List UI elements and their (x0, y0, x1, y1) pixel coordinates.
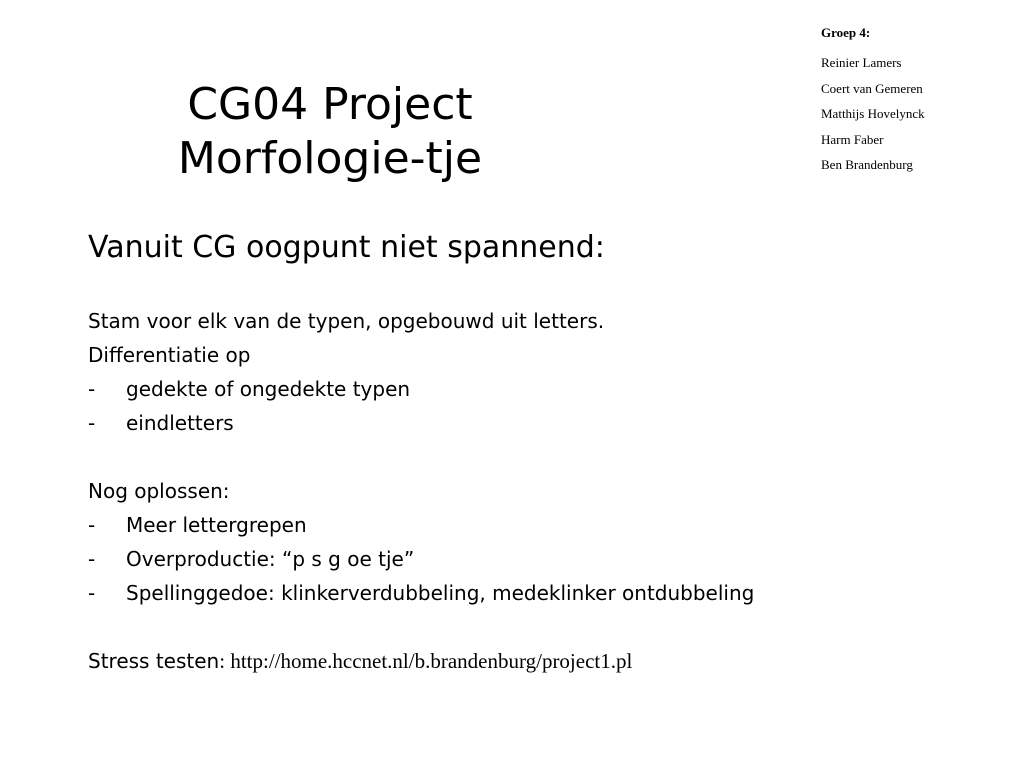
group-member: Reinier Lamers (821, 55, 902, 70)
slide-title (150, 78, 510, 186)
stress-test-label: Stress testen (88, 649, 220, 673)
title-line-1: CG04 Project (187, 79, 473, 130)
stress-test-separator: : (219, 649, 231, 673)
stress-test-line (88, 644, 988, 678)
group-member: Ben Brandenburg (821, 157, 913, 173)
title-line-2: Morfologie-tje (177, 133, 483, 184)
bullet-item (88, 576, 988, 610)
bullet-dash: - (88, 411, 96, 435)
bullet-dash: - (88, 581, 96, 605)
bullet-item (88, 372, 988, 406)
bullet-text: Meer lettergrepen (126, 513, 307, 537)
group-heading: Groep 4: (821, 25, 871, 40)
slide-body (88, 226, 988, 678)
group-members-box (821, 24, 925, 178)
bullet-item (88, 542, 988, 576)
differentiation-line: Differentiatie op (88, 343, 251, 367)
bullet-text: gedekte of ongedekte typen (126, 377, 411, 401)
todo-line: Nog oplossen: (88, 479, 230, 503)
bullet-text: Spellinggedoe: klinkerverdubbeling, medeklinker ontdubbeling (126, 581, 755, 605)
bullet-dash: - (88, 513, 96, 537)
bullet-item (88, 508, 988, 542)
stam-line: Stam voor elk van de typen, opgebouwd uit letters. (88, 309, 605, 333)
bullet-text: eindletters (126, 411, 234, 435)
bullet-item (88, 406, 988, 440)
bullet-dash: - (88, 547, 96, 571)
group-member: Matthijs Hovelynck (821, 106, 925, 122)
stress-test-url[interactable]: http://home.hccnet.nl/b.brandenburg/project1.pl (230, 649, 633, 673)
bullet-text: Overproductie: “p s g oe tje” (126, 547, 415, 571)
group-member: Coert van Gemeren (821, 80, 923, 96)
section-heading: Vanuit CG oogpunt niet spannend: (88, 230, 605, 265)
bullet-dash: - (88, 377, 96, 401)
group-member: Harm Faber (821, 131, 884, 147)
